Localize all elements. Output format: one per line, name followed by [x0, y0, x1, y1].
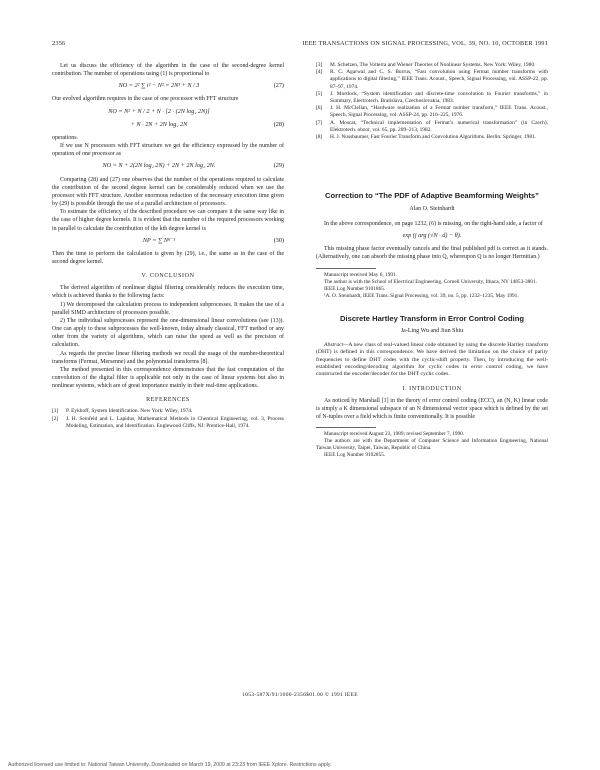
reference-item: [5] J. Mortlock, “System identification and discrete-time convolution to Fourier transforms,” in Summary, Electrotech. Bratislava, Czechoslovakia, 1983.: [316, 90, 548, 105]
reference-item: [2] J. H. Seinfeld and L. Lapidus, Mathematical Methods in Chemical Engineering, vol. 3, Process Modeling, Estimation, and Identification. Englewood Cliffs, NJ: Prentice-Hall, 1974.: [52, 415, 284, 429]
equation-28-continued: [52, 121, 284, 129]
equation-number: (29): [273, 162, 284, 170]
dht-footnotes: Manuscript received August 23, 1989; revised September 7, 1990. The authors are with the Department of Computer Science and Information Engineering, National Taiwan University, Taipei, Taiwan, Republic of China. IEEE Log Number 9102855.: [316, 431, 548, 459]
paragraph: Comparing (28) and (27) one observes that the number of the operations required to calculate the contribution of the second degree kernel can be considerably reduced when we use the processor with FFT structure. Another enormous reduction of the necessary execution time given by (29) is possible through the use of a parallel architecture of processors.: [52, 176, 284, 208]
equation-28: [52, 108, 284, 116]
correction-equation: [316, 232, 548, 240]
reference-item: [7] A. Moscat, “Technical implementation of Fermat’s numerical transformation” (in Czech), Elektrotech. obzor, vol. 65, pp. 209–213, 1982.: [316, 119, 548, 133]
section-heading-references: REFERENCES: [146, 397, 190, 404]
equation-30: [52, 237, 284, 245]
journal-running-title: IEEE TRANSACTIONS ON SIGNAL PROCESSING, VOL. 39, NO. 10, OCTOBER 1991: [302, 40, 548, 47]
license-notice: Authorized licensed use limited to: National Taiwan University. Downloaded on March 19, 2009 at 23:23 from IEEE Xplore. Restrictions apply.: [8, 762, 332, 768]
paragraph: If we use N processors with FFT structure we get the efficiency expressed by the number of operation of one processor as: [52, 143, 284, 158]
paragraph: This missing phase factor eventually cancels and the final published pdf is correct as it stands. (Alternatively, one can absorb the missing phase into Q, whereupon Q is no longer Hermitian.): [316, 246, 548, 261]
paragraph: As regards the precise linear filtering methods we recall the usage of the number-theoretical transforms (Fermat, Mersenne) and the polynomial transforms [8].: [52, 350, 284, 365]
abstract-lead: Abstract—: [324, 342, 349, 349]
paragraph: Let us discuss the efficiency of the algorithm in the case of the second-degree kernel contribution. The number of operations using (1) is proportional to: [52, 63, 284, 78]
reference-item: [8] H. J. Nussbaumer, Fast Fourier Transform and Convolution Algorithms. Berlin: Springer, 1981.: [316, 134, 537, 141]
paragraph: 2) The individual subprocesses represent the one-dimensional linear convolutions (see (13)). One can apply to these subprocesses the well-known, today already classical, FFT method or any other from the variety of algorithms, which can raise the speed as well as the precision of calculation.: [52, 317, 284, 349]
equation-body: exp (j arg (√N · d) − θ).: [402, 232, 462, 240]
paragraph: In the above correspondence, on page 1232, (6) is missing, on the right-hand side, a factor of: [324, 220, 543, 227]
reference-list: [52, 408, 284, 430]
section-heading-conclusion: V. CONCLUSION: [141, 273, 195, 280]
abstract-text: A new class of real-valued linear code obtained by using the discrete Hartley transform (DHT) is defined in this correspondence. We have derived the limitation on the choice of parity frequencies to define DHT codes with the cyclic-shift property. Then, by introducing the well-established encoding/decoding algorithm for cyclic codes in error control coding, we have constructed the encoder/decoder for the DHT cyclic codes.: [316, 342, 548, 378]
equation-27: [52, 82, 284, 90]
equation-number: (27): [273, 82, 284, 90]
paragraph: The derived algorithm of nonlinear digital filtering considerably reduces the execution time, which is achieved thanks to the following facts:: [52, 285, 284, 300]
paragraph: Our evolved algorithm requires in the case of one processor with FFT structure: [52, 96, 239, 103]
correction-title: Correction to “The PDF of Adaptive Beamforming Weights”: [325, 191, 539, 201]
right-column: [316, 62, 548, 459]
footnote-divider: [316, 427, 376, 428]
paragraph: operations.: [52, 134, 79, 141]
equation-body: NP = ∑ Nⁿ⁻¹: [142, 236, 176, 244]
equation-body: + N · 2N + 2N log₂ 2N: [130, 120, 188, 128]
equation-number: (30): [273, 236, 284, 244]
reference-item: [1] P. Eykhoff, System Identification. New York: Wiley, 1974.: [52, 408, 193, 415]
equation-29: [52, 162, 284, 170]
equation-number: (28): [273, 120, 284, 128]
page-header: [52, 40, 548, 47]
reference-item: [6] J. H. McClellan, “Hardware realization of a Fermat number transform,” IEEE Trans. Acoust., Speech, Signal Processing, vol. ASSP-24, pp. 216–225, 1976.: [316, 105, 548, 119]
correction-footnotes: Manuscript received May 6, 1991. The author is with the School of Electrical Engineering, Cornell University, Ithaca, NY 14853-3801. IEEE Log Number 9101865. ¹A. O. Steinhardt, IEEE Trans. Signal Processing, vol. 39, no. 5, pp. 1232–1235, May 1991.: [324, 271, 537, 299]
abstract: [316, 342, 548, 378]
left-column: [52, 62, 284, 430]
copyright-line: 1053-587X/91/1000-2356$01.00 © 1991 IEEE: [242, 692, 358, 698]
footnote-divider: [316, 268, 376, 269]
paragraph: To estimate the efficiency of the described procedure we can compare it the same way like in the case of higher degree kernels. It is evident that the number of the required processors working in parallel to calculate the contribution of the kth degree kernel is: [52, 209, 284, 232]
paragraph: The method presented in this correspondence demonstrates that the fast computation of the convolution of the digital filter is applicable not only in the case of linear systems but also in nonlinear systems, which are of great importance mainly in their real-time applications.: [52, 366, 284, 390]
equation-body: NO = N + 2(2N log₂ 2N) + 2N + 2N log₂ 2N.: [102, 162, 216, 170]
equation-body: NO = 2² ∑ i² − N² = 2N³ + N / 3: [118, 82, 200, 90]
reference-item: [3] M. Schetzen, The Volterra and Wiener Theories of Nonlinear Systems. New York: Wiley, 1980.: [316, 62, 536, 68]
reference-item: [4] R. C. Agarwal and C. S. Burrus, “Fast convolution using Fermat number transforms with applications to digital filtering,” IEEE Trans. Acoust., Speech, Signal Processing, vol. ASSP-22, pp. 87–97, 1974.: [316, 69, 548, 90]
section-heading-introduction: I. INTRODUCTION: [402, 385, 462, 392]
paragraph: As noticed by Marshall [1] in the theory of error control coding (ECC), an (N, K) linear code is simply a K dimensional subspace of an N dimensional vector space which is defined by the set of N-tuples over a field which is finite conventionally. It is possible: [316, 397, 548, 421]
reference-list-continued: [316, 62, 548, 141]
dht-article-title: Discrete Hartley Transform in Error Control Coding: [340, 313, 524, 323]
correction-author: Alan O. Steinhardt: [409, 205, 455, 212]
paragraph: 1) We decomposed the calculation process to independent subprocesses. It makes the use of a parallel SIMD architecture of processors possible.: [52, 301, 284, 316]
page-number: 2356: [52, 40, 66, 47]
dht-authors: Ja-Ling Wu and Jiun Shiu: [400, 328, 464, 335]
equation-body: NO = N² + N / 2 + N · [2 · (2N log₂ 2N)]: [108, 107, 210, 115]
paragraph: Then the time to perform the calculation is given by (29), i.e., the same as in the case of the second degree kernel.: [52, 250, 284, 265]
